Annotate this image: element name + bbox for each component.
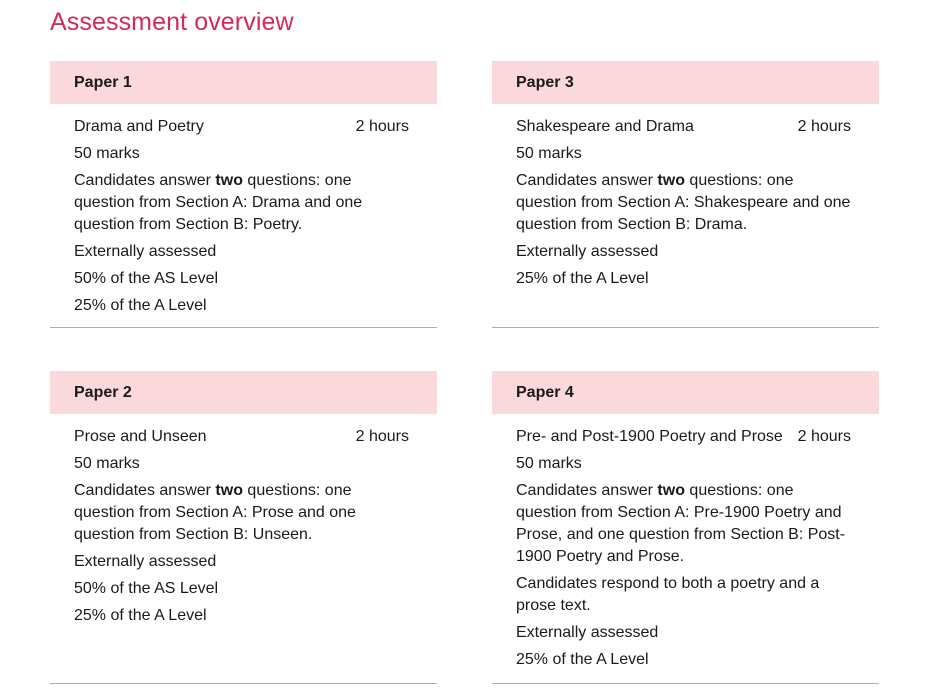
paper-heading: Paper 3 xyxy=(492,61,879,104)
paper-card xyxy=(50,61,437,328)
paper-weighting: 25% of the A Level xyxy=(74,607,207,624)
paper-heading: Paper 4 xyxy=(492,371,879,414)
paper-description: Candidates answer two questions: one question from Section A: Prose and one question from Section B: Unseen. xyxy=(74,482,356,543)
paper-card xyxy=(50,371,437,684)
paper-weighting: 25% of the A Level xyxy=(516,651,649,668)
paper-duration: 2 hours xyxy=(355,428,409,445)
paper-card xyxy=(492,371,879,684)
paper-name: Drama and Poetry xyxy=(74,118,204,135)
paper-extra-note: Candidates respond to both a poetry and a prose text. xyxy=(516,575,820,614)
paper-card xyxy=(492,61,879,328)
paper-duration: 2 hours xyxy=(797,428,851,445)
page-title: Assessment overview xyxy=(50,8,294,36)
paper-heading: Paper 2 xyxy=(50,371,437,414)
paper-marks: 50 marks xyxy=(74,145,140,162)
paper-heading: Paper 1 xyxy=(50,61,437,104)
paper-weighting: 25% of the A Level xyxy=(516,270,649,287)
paper-weighting: 50% of the AS Level xyxy=(74,580,219,597)
paper-assessment: Externally assessed xyxy=(516,243,659,260)
paper-marks: 50 marks xyxy=(74,455,140,472)
paper-description: Candidates answer two questions: one question from Section A: Drama and one question from Section B: Poetry. xyxy=(74,172,363,233)
paper-name: Prose and Unseen xyxy=(74,428,207,445)
paper-assessment: Externally assessed xyxy=(74,243,217,260)
paper-name: Shakespeare and Drama xyxy=(516,118,694,135)
paper-duration: 2 hours xyxy=(355,118,409,135)
paper-marks: 50 marks xyxy=(516,145,582,162)
paper-weighting: 25% of the A Level xyxy=(74,297,207,314)
paper-description: Candidates answer two questions: one question from Section A: Pre-1900 Poetry and Prose, and one question from Section B: Post-1900 Poetry and Prose. xyxy=(516,482,846,565)
paper-assessment: Externally assessed xyxy=(516,624,659,641)
paper-duration: 2 hours xyxy=(797,118,851,135)
paper-marks: 50 marks xyxy=(516,455,582,472)
paper-assessment: Externally assessed xyxy=(74,553,217,570)
paper-name: Pre- and Post-1900 Poetry and Prose xyxy=(516,428,783,445)
paper-weighting: 50% of the AS Level xyxy=(74,270,219,287)
paper-description: Candidates answer two questions: one question from Section A: Shakespeare and one question from Section B: Drama. xyxy=(516,172,851,233)
